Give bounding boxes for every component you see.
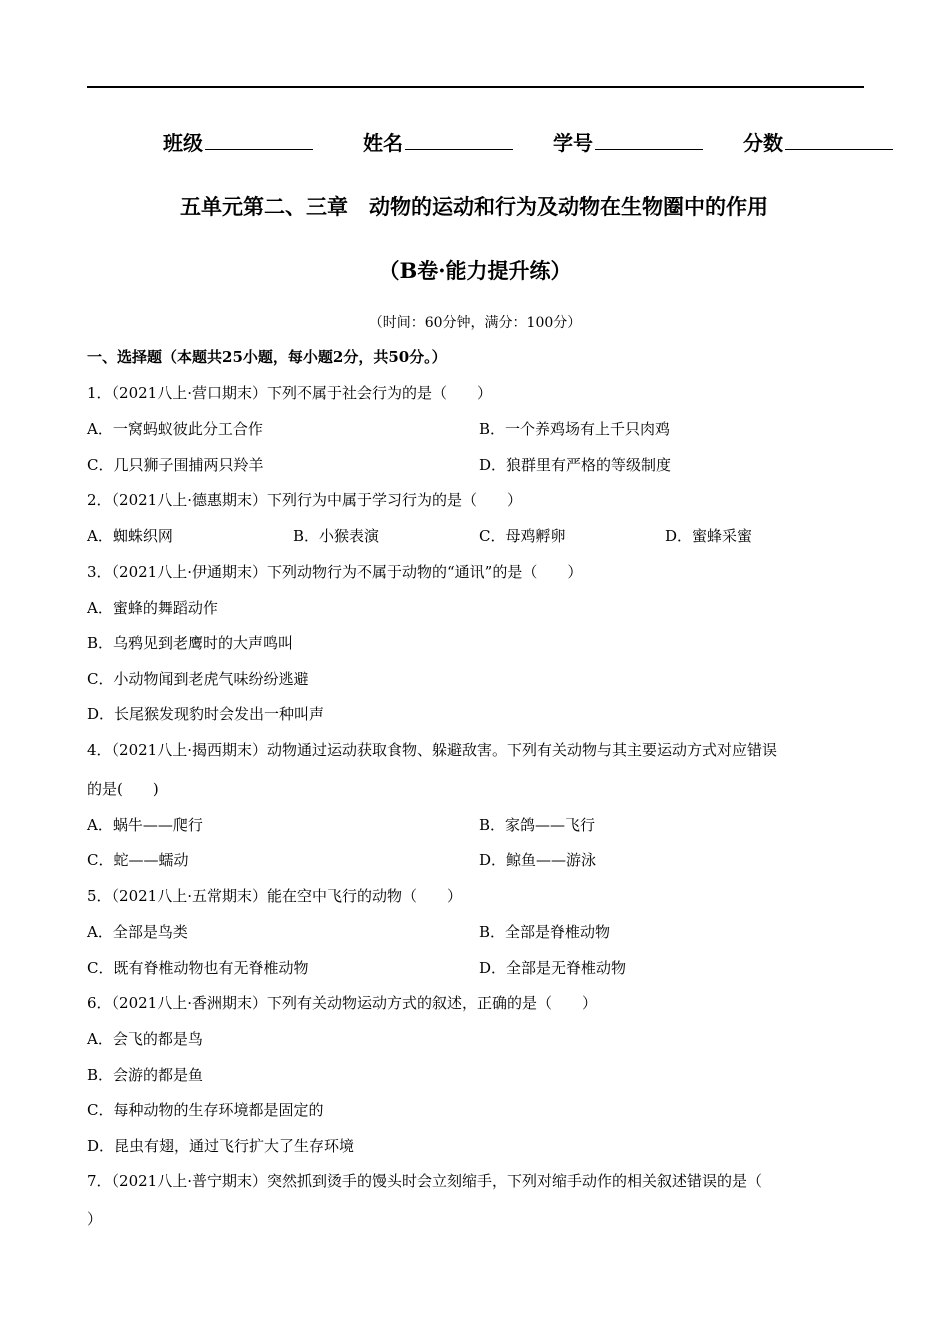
name-blank[interactable] [405, 129, 513, 150]
question-4-stem: 4．（2021八上·揭西期末）动物通过运动获取食物、躲避敌害。下列有关动物与其主要运动方式对应错误 [87, 741, 777, 759]
question-2-stem: 2．（2021八上·德惠期末）下列行为中属于学习行为的是（ ） [87, 491, 522, 509]
student-id-label: 学号 [553, 131, 593, 155]
question-5-option-c[interactable]: C．既有脊椎动物也有无脊椎动物 [87, 959, 309, 977]
exam-meta: （时间：60分钟，满分：100分） [368, 315, 582, 331]
student-id-field[interactable] [553, 127, 703, 156]
question-1-stem: 1．（2021八上·营口期末）下列不属于社会行为的是（ ） [87, 384, 492, 402]
page-subtitle: （B卷·能力提升练） [378, 258, 572, 283]
class-label: 班级 [163, 131, 203, 155]
question-3-option-a[interactable]: A．蜜蜂的舞蹈动作 [87, 599, 218, 617]
top-rule [87, 86, 864, 88]
question-7-stem: 7．（2021八上·普宁期末）突然抓到烫手的馒头时会立刻缩手，下列对缩手动作的相关叙述错误的是（ [87, 1172, 762, 1190]
question-3-stem: 3．（2021八上·伊通期末）下列动物行为不属于动物的“通讯”的是（ ） [87, 563, 583, 581]
name-label: 姓名 [363, 131, 403, 155]
question-1-option-b[interactable]: B．一个养鸡场有上千只肉鸡 [479, 420, 671, 438]
score-blank[interactable] [785, 129, 893, 150]
name-field[interactable] [363, 127, 513, 156]
score-field[interactable] [743, 127, 893, 156]
score-label: 分数 [743, 131, 783, 155]
question-1-option-a[interactable]: A．一窝蚂蚁彼此分工合作 [87, 420, 263, 438]
question-5-option-a[interactable]: A．全部是鸟类 [87, 923, 188, 941]
question-4-option-d[interactable]: D．鲸鱼——游泳 [479, 851, 597, 869]
question-6-option-c[interactable]: C．每种动物的生存环境都是固定的 [87, 1101, 324, 1119]
student-info-fields [163, 127, 923, 157]
question-4-option-a[interactable]: A．蜗牛——爬行 [87, 816, 203, 834]
page-title: 五单元第二、三章 动物的运动和行为及动物在生物圈中的作用 [180, 194, 768, 219]
question-2-option-c[interactable]: C．母鸡孵卵 [479, 527, 566, 545]
question-6-option-b[interactable]: B．会游的都是鱼 [87, 1066, 204, 1084]
question-3-option-c[interactable]: C．小动物闻到老虎气味纷纷逃避 [87, 670, 309, 688]
class-field[interactable] [163, 127, 313, 156]
question-6-stem: 6．（2021八上·香洲期末）下列有关动物运动方式的叙述，正确的是（ ） [87, 994, 597, 1012]
question-1-option-d[interactable]: D．狼群里有严格的等级制度 [479, 456, 672, 474]
question-5-stem: 5．（2021八上·五常期末）能在空中飞行的动物（ ） [87, 887, 462, 905]
question-5-option-d[interactable]: D．全部是无脊椎动物 [479, 959, 627, 977]
section-heading: 一、选择题（本题共25小题，每小题2分，共50分。） [87, 348, 447, 366]
question-4-stem-continued: 的是( ) [87, 780, 159, 798]
question-4-option-b[interactable]: B．家鸽——飞行 [479, 816, 596, 834]
question-6-option-a[interactable]: A．会飞的都是鸟 [87, 1030, 203, 1048]
question-2-option-b[interactable]: B．小猴表演 [293, 527, 380, 545]
question-3-option-d[interactable]: D．长尾猴发现豹时会发出一种叫声 [87, 705, 325, 723]
question-2-option-a[interactable]: A．蜘蛛织网 [87, 527, 173, 545]
question-1-option-c[interactable]: C．几只狮子围捕两只羚羊 [87, 456, 264, 474]
student-id-blank[interactable] [595, 129, 703, 150]
question-2-option-d[interactable]: D．蜜蜂采蜜 [665, 527, 753, 545]
question-7-stem-continued: ） [87, 1210, 103, 1228]
question-5-option-b[interactable]: B．全部是脊椎动物 [479, 923, 611, 941]
question-4-option-c[interactable]: C．蛇——蠕动 [87, 851, 189, 869]
question-6-option-d[interactable]: D．昆虫有翅，通过飞行扩大了生存环境 [87, 1137, 355, 1155]
question-3-option-b[interactable]: B．乌鸦见到老鹰时的大声鸣叫 [87, 634, 294, 652]
class-blank[interactable] [205, 129, 313, 150]
